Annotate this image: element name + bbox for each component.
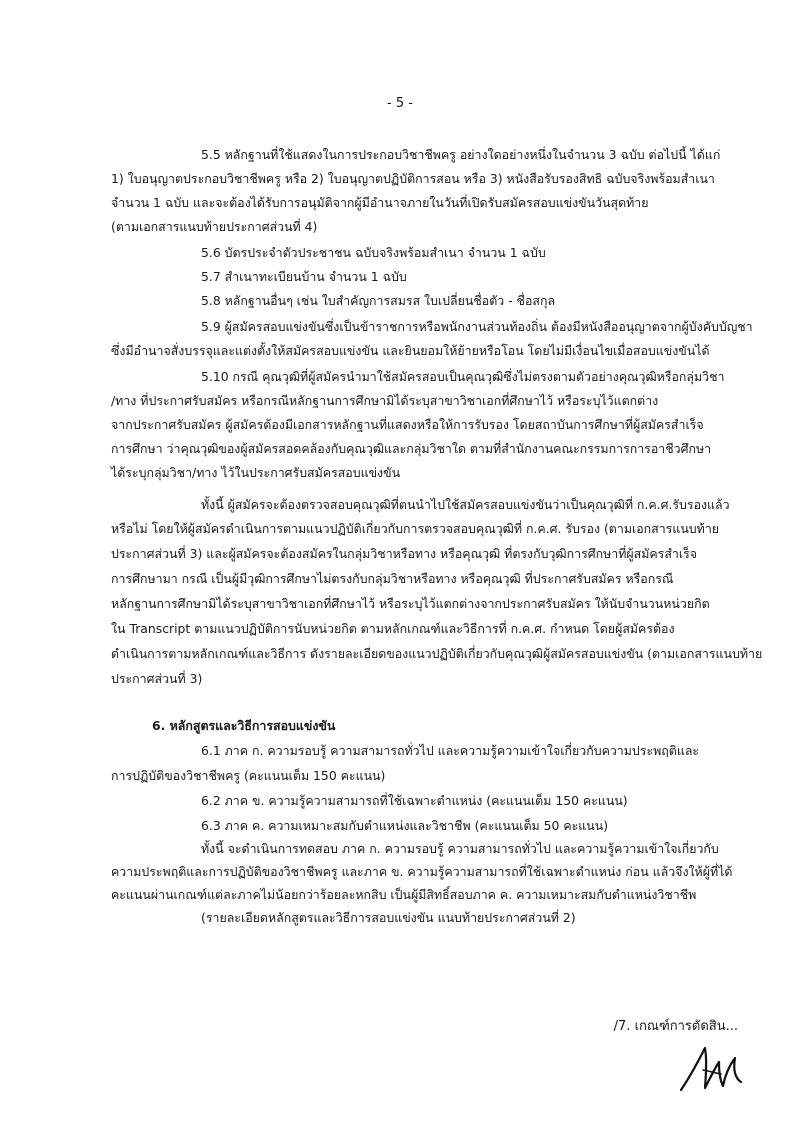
para-5-5-line-1: 5.5 หลักฐานที่ใช้แสดงในการประกอบวิชาชีพครู อย่างใดอย่างหนึ่งในจำนวน 3 ฉบับ ต่อไปนี้ ได้แก่ [201,147,721,162]
continuation-note: /7. เกณฑ์การตัดสิน... [613,1019,738,1034]
section-6-heading: 6. หลักสูตรและวิธีการสอบแข่งขัน [152,718,336,733]
para-5-8: 5.8 หลักฐานอื่นๆ เช่น ใบสำคัญการสมรส ใบเปลี่ยนชื่อตัว - ชื่อสกุล [201,293,556,308]
section-6-note-line-4: (รายละเอียดหลักสูตรและวิธีการสอบแข่งขัน แนบท้ายประกาศส่วนที่ 2) [201,910,576,925]
para-5-9-line-2: ซึ่งมีอำนาจสั่งบรรจุและแต่งตั้งให้สมัครสอบแข่งขัน และยินยอมให้ย้ายหรือโอน โดยไม่มีเงื่อนไขเมื่อสอบแข่งขันได้ [111,343,710,358]
section-6-note-line-2: ความประพฤติและการปฏิบัติของวิชาชีพครู และภาค ข. ความรู้ความสามารถที่ใช้เฉพาะตำแหน่ง ก่อน แล้วจึงให้ผู้ที่ได้ [111,864,733,879]
para-5-10-line-4: การศึกษา ว่าคุณวุฒิของผู้สมัครสอดคล้องกับคุณวุฒิและกลุ่มวิชาใด ตามที่สำนักงานคณะกรรมการการอาชีวศึกษา [111,441,712,456]
para-5-10-line-1: 5.10 กรณี คุณวุฒิที่ผู้สมัครนำมาใช้สมัครสอบเป็นคุณวุฒิซึ่งไม่ตรงตามตัวอย่างคุณวุฒิหรือกลุ่มวิชา [201,369,725,384]
section-6-note-line-3: คะแนนผ่านเกณฑ์แต่ละภาคไม่น้อยกว่าร้อยละหกสิบ เป็นผู้มีสิทธิ์สอบภาค ค. ความเหมาะสมกับตำแหน่งวิชาชีพ [111,887,697,902]
note-line-3: ประกาศส่วนที่ 3) และผู้สมัครจะต้องสมัครในกลุ่มวิชาหรือทาง หรือคุณวุฒิ ที่ตรงกับวุฒิการศึกษาที่ผู้สมัครสำเร็จ [111,546,697,561]
para-5-7: 5.7 สำเนาทะเบียนบ้าน จำนวน 1 ฉบับ [201,269,407,284]
note-line-5: หลักฐานการศึกษามิได้ระบุสาขาวิชาเอกที่ศึกษาไว้ หรือระบุไว้แตกต่างจากประกาศรับสมัคร ให้นับจำนวนหน่วยกิต [111,596,710,611]
para-5-10-line-2: /ทาง ที่ประกาศรับสมัคร หรือกรณีหลักฐานการศึกษามิได้ระบุสาขาวิชาเอกที่ศึกษาไว้ หรือระบุไว้แตกต่าง [111,393,659,408]
section-6-note-line-1: ทั้งนี้ จะดำเนินการทดสอบ ภาค ก. ความรอบรู้ ความสามารถทั่วไป และความรู้ความเข้าใจเกี่ยวกับ [201,841,719,856]
page-number: - 5 - [387,96,413,111]
para-6-3: 6.3 ภาค ค. ความเหมาะสมกับตำแหน่งและวิชาชีพ (คะแนนเต็ม 50 คะแนน) [201,818,609,833]
note-line-1: ทั้งนี้ ผู้สมัครจะต้องตรวจสอบคุณวุฒิที่ตนนำไปใช้สมัครสอบแข่งขันว่าเป็นคุณวุฒิที่ ก.ค.ศ.รับรองแล้ว [201,497,730,512]
para-5-5-line-4: (ตามเอกสารแนบท้ายประกาศส่วนที่ 4) [111,219,318,234]
note-line-2: หรือไม่ โดยให้ผู้สมัครดำเนินการตามแนวปฏิบัติเกี่ยวกับการตรวจสอบคุณวุฒิที่ ก.ค.ศ. รับรอง (ตามเอกสารแนบท้าย [111,521,720,536]
signature-mark [675,1040,745,1095]
note-line-8: ประกาศส่วนที่ 3) [111,671,203,686]
para-5-9-line-1: 5.9 ผู้สมัครสอบแข่งขันซึ่งเป็นข้าราชการหรือพนักงานส่วนท้องถิ่น ต้องมีหนังสืออนุญาตจากผู้บังคับบัญชา [201,319,753,334]
note-line-4: การศึกษามา กรณี เป็นผู้มีวุฒิการศึกษาไม่ตรงกับกลุ่มวิชาหรือทาง หรือคุณวุฒิ ที่ประกาศรับสมัคร หรือกรณี [111,571,674,586]
para-6-2: 6.2 ภาค ข. ความรู้ความสามารถที่ใช้เฉพาะตำแหน่ง (คะแนนเต็ม 150 คะแนน) [201,793,628,808]
para-6-1-line-1: 6.1 ภาค ก. ความรอบรู้ ความสามารถทั่วไป และความรู้ความเข้าใจเกี่ยวกับความประพฤติและ [201,743,700,758]
para-5-10-line-3: จากประกาศรับสมัคร ผู้สมัครต้องมีเอกสารหลักฐานที่แสดงหรือให้การรับรอง โดยสถาบันการศึกษาที่ผู้สมัครสำเร็จ [111,417,704,432]
para-5-5-line-2: 1) ใบอนุญาตประกอบวิชาชีพครู หรือ 2) ใบอนุญาตปฏิบัติการสอน หรือ 3) หนังสือรับรองสิทธิ ฉบับจริงพร้อมสำเนา [111,171,715,186]
para-5-5-line-3: จำนวน 1 ฉบับ และจะต้องได้รับการอนุมัติจากผู้มีอำนาจภายในวันที่เปิดรับสมัครสอบแข่งขันวันสุดท้าย [111,195,649,210]
note-line-7: ดำเนินการตามหลักเกณฑ์และวิธีการ ดังรายละเอียดของแนวปฏิบัติเกี่ยวกับคุณวุฒิผู้สมัครสอบแข่งขัน (ตามเอกสารแนบท้าย [111,646,763,661]
para-6-1-line-2: การปฏิบัติของวิชาชีพครู (คะแนนเต็ม 150 คะแนน) [111,768,386,783]
para-5-10-line-5: ได้ระบุกลุ่มวิชา/ทาง ไว้ในประกาศรับสมัครสอบแข่งขัน [111,465,401,480]
para-5-6: 5.6 บัตรประจำตัวประชาชน ฉบับจริงพร้อมสำเนา จำนวน 1 ฉบับ [201,245,546,260]
note-line-6: ใน Transcript ตามแนวปฏิบัติการนับหน่วยกิต ตามหลักเกณฑ์และวิธีการที่ ก.ค.ศ. กำหนด โดยผู้สมัครต้อง [111,621,675,636]
